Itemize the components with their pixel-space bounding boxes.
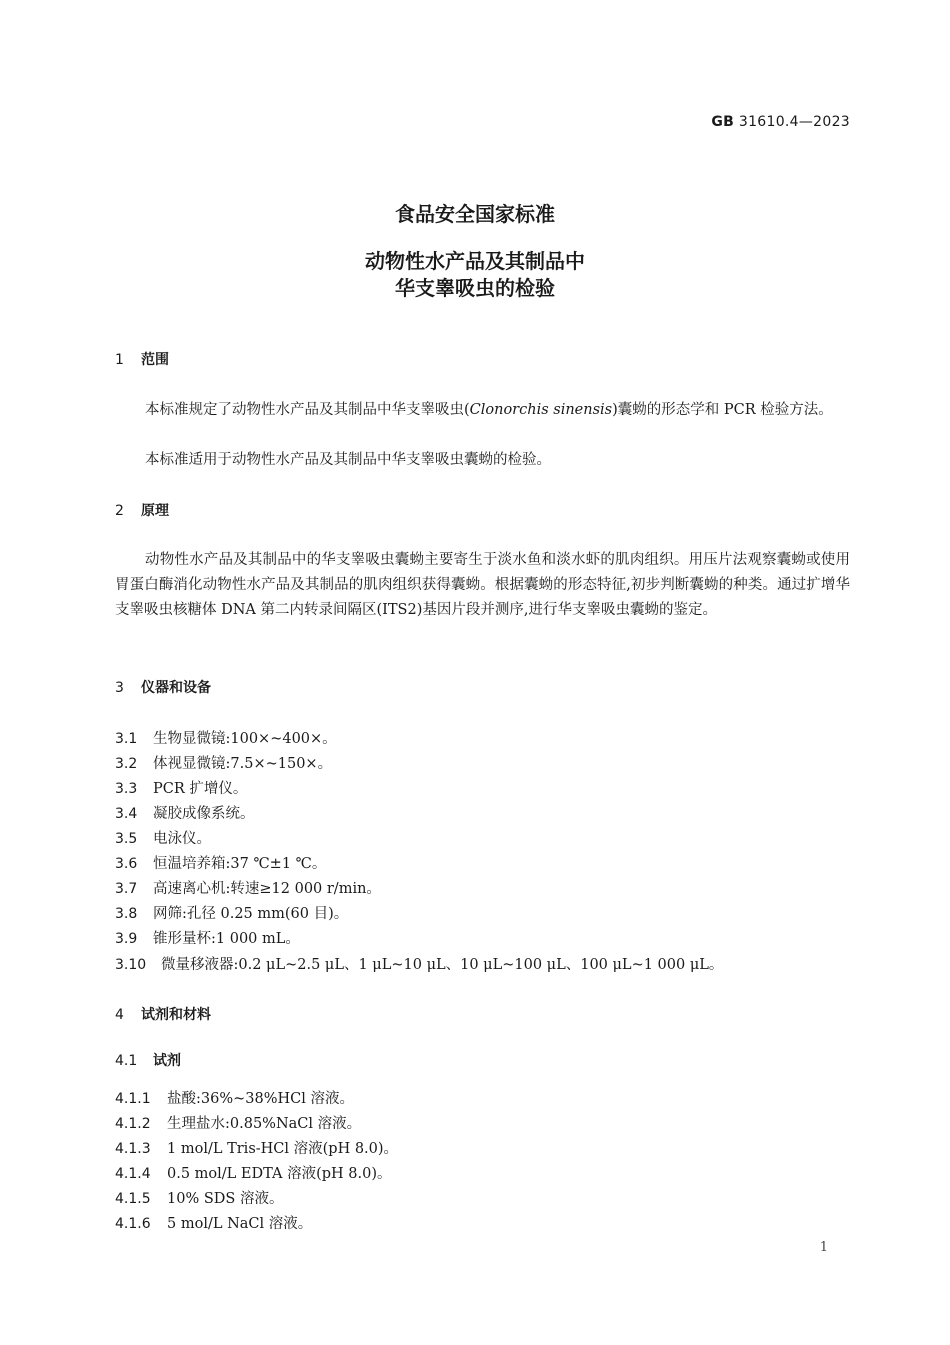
- instrument-item: [115, 727, 337, 748]
- reagent-item: [115, 1187, 283, 1208]
- reagent-item: [115, 1112, 361, 1133]
- item-number: 3.6: [115, 856, 138, 872]
- instrument-item: [115, 802, 255, 823]
- item-number: 3.5: [115, 831, 138, 847]
- document-subtitle-line1: 动物性水产品及其制品中: [365, 249, 585, 273]
- reagent-item: [115, 1162, 392, 1183]
- instrument-item: [115, 827, 211, 848]
- standard-number: [711, 114, 850, 130]
- item-number: 3.1: [115, 731, 138, 747]
- item-number: 4.1.1: [115, 1091, 151, 1107]
- item-text: 生物显微镜:100×~400×。: [153, 731, 337, 747]
- reagent-item: [115, 1087, 354, 1108]
- principle-paragraph: 动物性水产品及其制品中的华支睾吸虫囊蚴主要寄生于淡水鱼和淡水虾的肌肉组织。用压片法观察囊蚴或使用胃蛋白酶消化动物性水产品及其制品的肌肉组织获得囊蚴。根据囊蚴的形态特征,初步判断囊蚴的种类。通过扩增华支睾吸虫核糖体 DNA 第二内转录间隔区(ITS2)基因片段并测序,进行华支睾吸虫囊蚴的鉴定。: [115, 552, 850, 618]
- item-text: 1 mol/L Tris-HCl 溶液(pH 8.0)。: [167, 1141, 399, 1157]
- section-title: 原理: [141, 503, 169, 519]
- section-heading-scope: [115, 349, 850, 369]
- reagent-item: [115, 1212, 312, 1233]
- species-latin-name: Clonorchis sinensis: [469, 402, 613, 418]
- item-number: 3.8: [115, 906, 138, 922]
- item-number: 4.1.4: [115, 1166, 151, 1182]
- subsection-heading-reagents: [115, 1050, 850, 1070]
- item-text: 电泳仪。: [153, 831, 211, 847]
- section-heading-reagents: [115, 1004, 850, 1024]
- page-number: 1: [819, 1240, 828, 1255]
- item-number: 4.1.3: [115, 1141, 151, 1157]
- item-number: 3.7: [115, 881, 138, 897]
- document-title: 食品安全国家标准: [395, 202, 555, 226]
- item-number: 4.1.5: [115, 1191, 151, 1207]
- standard-code: 31610.4—2023: [738, 114, 850, 130]
- section-number: 2: [115, 503, 124, 519]
- scope-text-after: )囊蚴的形态学和 PCR 检验方法。: [612, 402, 833, 418]
- instrument-item: [115, 777, 247, 798]
- item-text: 凝胶成像系统。: [153, 806, 255, 822]
- item-number: 3.9: [115, 931, 138, 947]
- item-text: 生理盐水:0.85%NaCl 溶液。: [167, 1116, 362, 1132]
- document-subtitle-line2: 华支睾吸虫的检验: [395, 276, 555, 300]
- instrument-item: [115, 902, 348, 923]
- subsection-title: 试剂: [153, 1053, 181, 1069]
- scope-paragraph-2: 本标准适用于动物性水产品及其制品中华支睾吸虫囊蚴的检验。: [145, 452, 551, 468]
- item-text: 5 mol/L NaCl 溶液。: [167, 1216, 313, 1232]
- section-number: 4: [115, 1007, 124, 1023]
- section-title: 仪器和设备: [141, 680, 211, 696]
- item-text: 微量移液器:0.2 μL~2.5 μL、1 μL~10 μL、10 μL~100 μL、100 μL~1 000 μL。: [161, 957, 724, 973]
- reagent-item: [115, 1137, 398, 1158]
- section-heading-principle: [115, 500, 850, 520]
- subsection-number: 4.1: [115, 1053, 138, 1069]
- item-text: 锥形量杯:1 000 mL。: [153, 931, 300, 947]
- instrument-item: [115, 953, 723, 974]
- item-number: 3.3: [115, 781, 138, 797]
- instrument-item: [115, 852, 326, 873]
- item-text: 高速离心机:转速≥12 000 r/min。: [153, 881, 381, 897]
- item-number: 3.10: [115, 957, 147, 973]
- section-number: 3: [115, 680, 124, 696]
- scope-paragraph-1: [115, 398, 850, 423]
- item-number: 4.1.6: [115, 1216, 151, 1232]
- section-title: 范围: [141, 352, 169, 368]
- section-title: 试剂和材料: [141, 1007, 211, 1023]
- item-text: 网筛:孔径 0.25 mm(60 目)。: [153, 906, 349, 922]
- instrument-item: [115, 752, 332, 773]
- section-heading-instruments: [115, 677, 850, 697]
- item-text: 10% SDS 溶液。: [167, 1191, 284, 1207]
- item-number: 4.1.2: [115, 1116, 151, 1132]
- item-text: PCR 扩增仪。: [153, 781, 248, 797]
- item-number: 3.2: [115, 756, 138, 772]
- item-text: 恒温培养箱:37 ℃±1 ℃。: [153, 856, 327, 872]
- item-text: 盐酸:36%~38%HCl 溶液。: [167, 1091, 354, 1107]
- item-number: 3.4: [115, 806, 138, 822]
- item-text: 体视显微镜:7.5×~150×。: [153, 756, 333, 772]
- instrument-item: [115, 927, 300, 948]
- item-text: 0.5 mol/L EDTA 溶液(pH 8.0)。: [167, 1166, 392, 1182]
- standard-prefix: GB: [711, 114, 735, 130]
- scope-text-before: 本标准规定了动物性水产品及其制品中华支睾吸虫(: [145, 402, 470, 418]
- section-number: 1: [115, 352, 124, 368]
- instrument-item: [115, 877, 381, 898]
